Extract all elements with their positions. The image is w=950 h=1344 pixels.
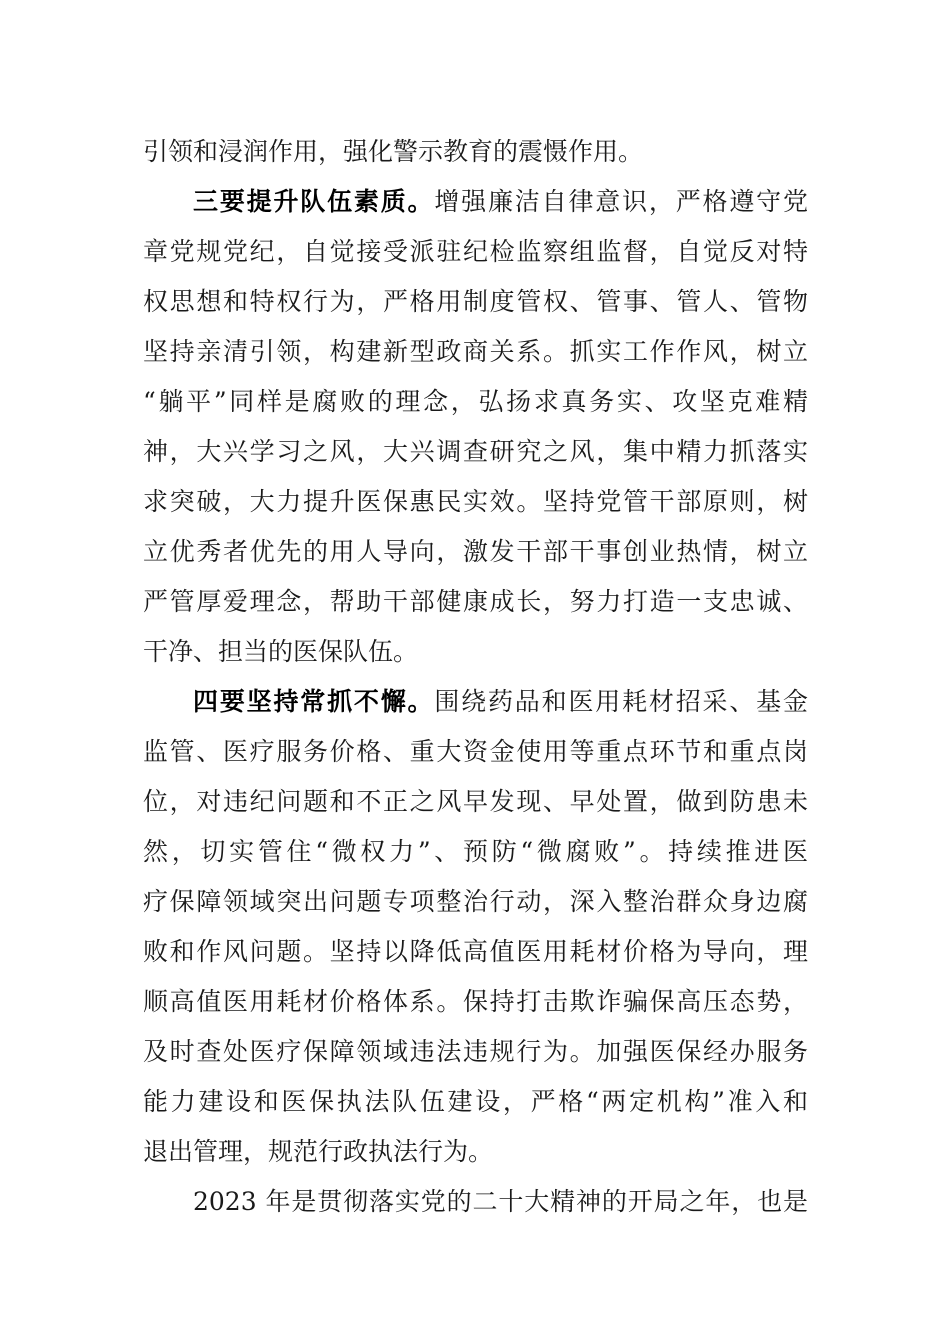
text-line: 败和作风问题。坚持以降低高值医用耗材价格为导向，理 <box>143 937 808 966</box>
text-line: 增强廉洁自律意识，严格遵守党 <box>434 187 808 216</box>
text-line: 顺高值医用耗材价格体系。保持打击欺诈骗保高压态势， <box>143 987 808 1016</box>
text-line: 引领和浸润作用，强化警示教育的震慑作用。 <box>143 137 644 166</box>
paragraph-heading: 四要坚持常抓不懈。 <box>193 687 435 716</box>
text-line: 然，切实管住“微权力”、预防“微腐败”。持续推进医 <box>143 837 808 866</box>
text-line: 坚持亲清引领，构建新型政商关系。抓实工作作风，树立 <box>143 337 808 366</box>
text-line: 及时查处医疗保障领域违法违规行为。加强医保经办服务 <box>143 1037 808 1066</box>
text-line: 能力建设和医保执法队伍建设，严格“两定机构”准入和 <box>143 1087 808 1116</box>
text-line: “躺平”同样是腐败的理念，弘扬求真务实、攻坚克难精 <box>143 387 808 416</box>
paragraph-heading: 三要提升队伍素质。 <box>193 187 435 216</box>
text-line: 严管厚爱理念，帮助干部健康成长，努力打造一支忠诚、 <box>143 587 808 616</box>
text-line: 神，大兴学习之风，大兴调查研究之风，集中精力抓落实 <box>143 437 808 466</box>
text-line: 围绕药品和医用耗材招采、基金 <box>434 687 808 716</box>
text-line: 监管、医疗服务价格、重大资金使用等重点环节和重点岗 <box>143 737 808 766</box>
text-line: 2023 年是贯彻落实党的二十大精神的开局之年，也是 <box>193 1187 808 1216</box>
text-line: 立优秀者优先的用人导向，激发干部干事创业热情，树立 <box>143 537 808 566</box>
paragraph-three-first-line <box>193 185 808 219</box>
text-line: 疗保障领域突出问题专项整治行动，深入整治群众身边腐 <box>143 887 808 916</box>
text-line: 章党规党纪，自觉接受派驻纪检监察组监督，自觉反对特 <box>143 237 808 266</box>
paragraph-four-first-line <box>193 685 808 719</box>
text-line: 权思想和特权行为，严格用制度管权、管事、管人、管物 <box>143 287 808 316</box>
text-line: 求突破，大力提升医保惠民实效。坚持党管干部原则，树 <box>143 487 808 516</box>
text-line: 干净、担当的医保队伍。 <box>143 637 419 666</box>
text-line: 退出管理，规范行政执法行为。 <box>143 1137 494 1166</box>
text-line: 位，对违纪问题和不正之风早发现、早处置，做到防患未 <box>143 787 808 816</box>
